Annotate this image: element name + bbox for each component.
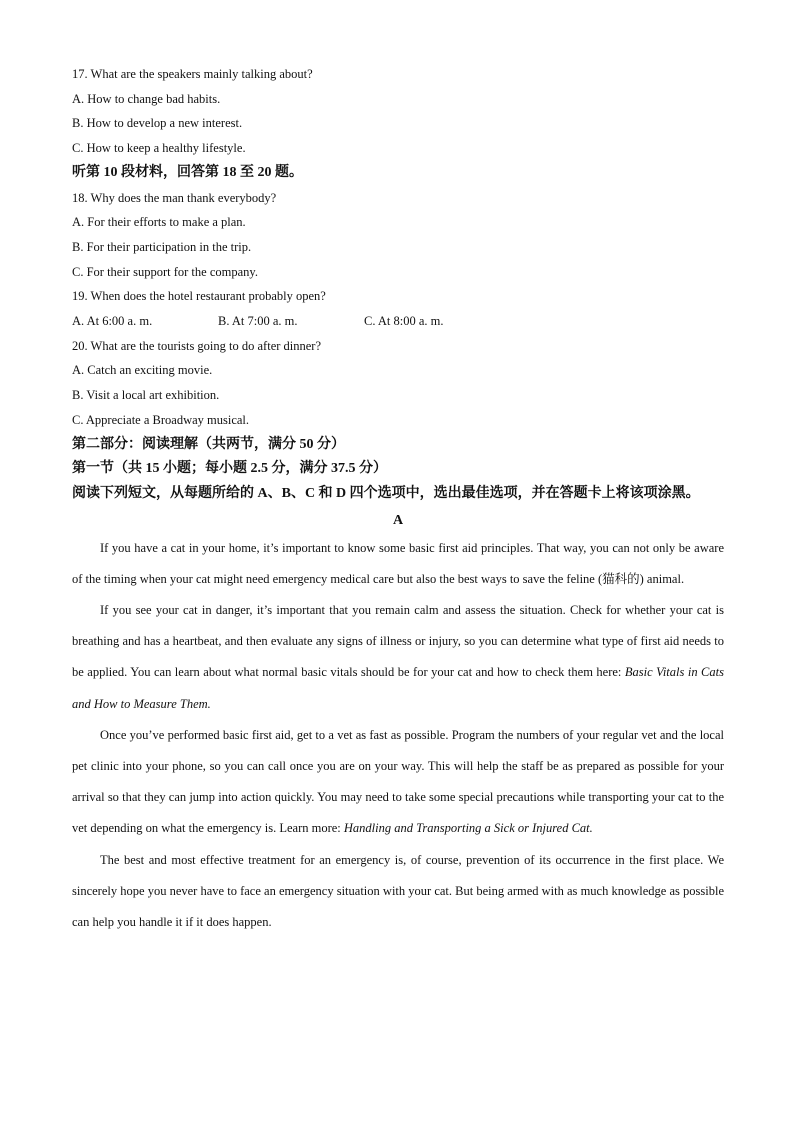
q18-option-b: B. For their participation in the trip. (72, 239, 252, 254)
passage-paragraph-2 (72, 595, 724, 720)
q20-option-c: C. Appreciate a Broadway musical. (72, 412, 250, 427)
q18-option-c: C. For their support for the company. (72, 264, 258, 279)
q17-option-c: C. How to keep a healthy lifestyle. (72, 141, 246, 156)
q17-option-a: A. How to change bad habits. (72, 91, 221, 106)
q18-option-a: A. For their efforts to make a plan. (72, 215, 246, 230)
listening-section-header: 听第 10 段材料，回答第 18 至 20 题。 (72, 164, 303, 180)
passage-paragraph-4: The best and most effective treatment for an emergency is, of course, prevention of its occurrence in the first place. We sincerely hope you never have to face an emergency situation with your cat. But being armed with as much knowledge as possible can help you handle it if it does happen. (72, 852, 724, 930)
paragraph-3-text: Once you’ve performed basic first aid, get to a vet as fast as possible. Program the numbers of your regular vet and the local pet clinic into your phone, so you can call once you are on your way. This will help the staff be as prepared as possible for your arrival so that they can jump into action quickly. You may need to take some special precautions while transporting your cat to the vet depending on what the emergency is. Learn more: (72, 727, 724, 836)
q20-option-a: A. Catch an exciting movie. (72, 363, 213, 378)
question-18: 18. Why does the man thank everybody? (72, 190, 277, 205)
passage-paragraph-1: If you have a cat in your home, it’s important to know some basic first aid principles. That way, you can not only be aware of the timing when your cat might need emergency medical care but also the best ways to save the feline (猫科的) animal. (72, 540, 724, 586)
passage-label: A (392, 512, 404, 528)
basic-vitals-reference: Basic Vitals in Cats and How to Measure Them. (72, 665, 724, 711)
question-20: 20. What are the tourists going to do after dinner? (72, 338, 322, 353)
question-19: 19. When does the hotel restaurant probably open? (72, 289, 326, 304)
q19-option-b: B. At 7:00 a. m. (218, 314, 298, 329)
exam-page (72, 62, 724, 938)
paragraph-2-text: If you see your cat in danger, it’s important that you remain calm and assess the situation. Check for whether your cat is breathing and has a heartbeat, and then evaluate any signs of illness or injury, so you can determine what type of first aid needs to be applied. You can learn about what normal basic vitals should be for your cat and how to check them here: (72, 603, 724, 680)
q19-option-c: C. At 8:00 a. m. (364, 314, 444, 329)
q19-options (72, 309, 724, 334)
handling-transport-reference: Handling and Transporting a Sick or Injured Cat. (343, 821, 593, 836)
q17-option-b: B. How to develop a new interest. (72, 116, 243, 131)
reading-section-title: 第一节（共 15 小题；每小题 2.5 分，满分 37.5 分） (72, 461, 387, 477)
question-17: 17. What are the speakers mainly talking about? (72, 67, 313, 81)
passage-paragraph-3 (72, 720, 724, 845)
q19-option-a: A. At 6:00 a. m. (72, 314, 153, 329)
reading-part-title: 第二部分：阅读理解（共两节，满分 50 分） (72, 436, 345, 452)
q20-option-b: B. Visit a local art exhibition. (72, 388, 220, 403)
reading-instruction: 阅读下列短文，从每题所给的 A、B、C 和 D 四个选项中，选出最佳选项，并在答题卡上将该项涂黑。 (72, 485, 700, 501)
